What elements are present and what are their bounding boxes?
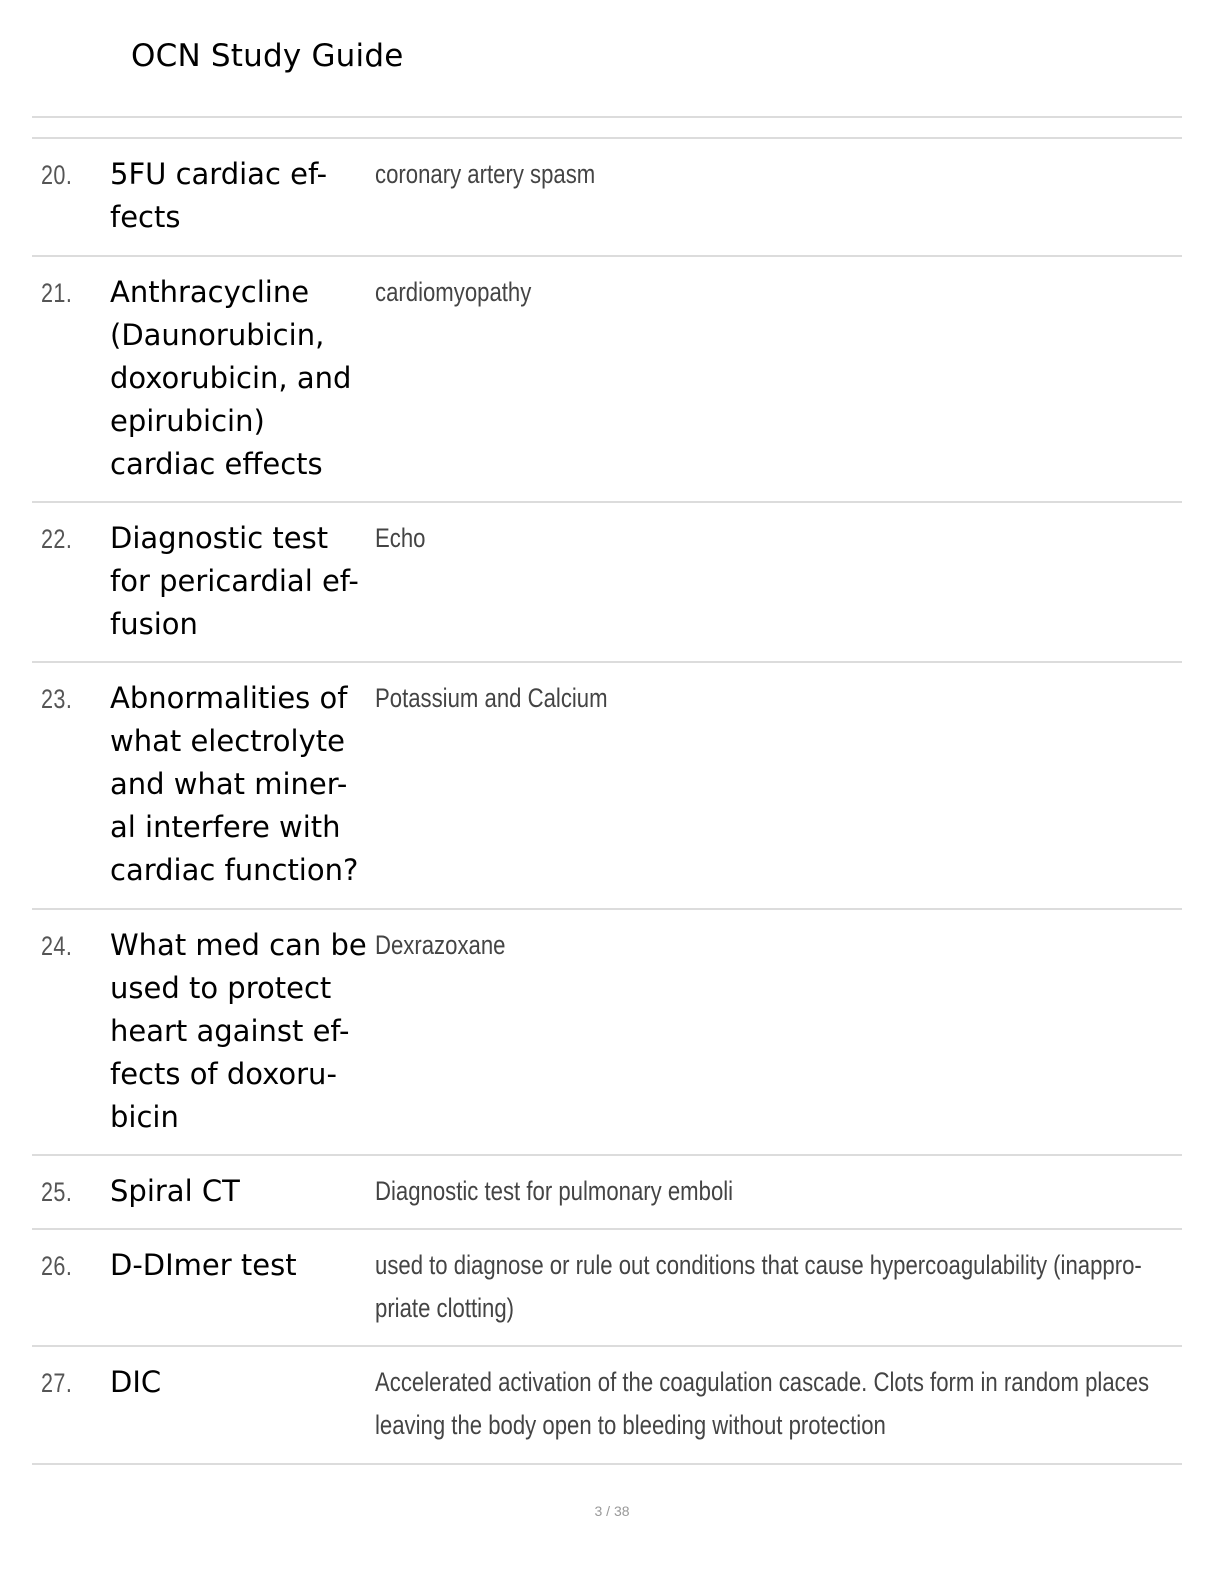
card-number: 23. <box>41 684 73 714</box>
card-number: 26. <box>41 1251 73 1281</box>
card-number: 22. <box>41 524 73 554</box>
flashcard-row <box>32 663 1182 910</box>
header-divider <box>32 116 1182 118</box>
flashcard-row <box>32 1156 1182 1230</box>
card-definition: Diagnostic test for pulmonary emboli <box>375 1176 734 1206</box>
card-term: D-DImer test <box>110 1248 297 1282</box>
page-indicator: 3 / 38 <box>594 1503 630 1519</box>
flashcard-row <box>32 1230 1182 1347</box>
card-definition: Accelerated activation of the coagulation cascade. Clots form in random places leaving the body open to bleeding without protection <box>375 1367 1150 1440</box>
card-term: What med can be used to protect heart against ef- fects of doxoru- bicin <box>110 928 367 1134</box>
card-definition: Echo <box>375 523 426 553</box>
card-definition: Potassium and Calcium <box>375 683 608 713</box>
card-definition: cardiomyopathy <box>375 277 532 307</box>
flashcard-row <box>32 257 1182 503</box>
card-definition: used to diagnose or rule out conditions that cause hypercoagulability (inappro- priate clotting) <box>375 1250 1142 1323</box>
card-number: 21. <box>41 278 73 308</box>
document-title: OCN Study Guide <box>131 38 404 74</box>
card-definition: coronary artery spasm <box>375 159 596 189</box>
flashcard-row <box>32 910 1182 1156</box>
card-number: 27. <box>41 1368 73 1398</box>
card-term: Abnormalities of what electrolyte and what miner- al interfere with cardiac function? <box>110 681 359 887</box>
flashcard-row <box>32 1347 1182 1465</box>
card-term: DIC <box>110 1365 162 1399</box>
card-definition: Dexrazoxane <box>375 930 506 960</box>
flashcard-row <box>32 503 1182 663</box>
card-number: 25. <box>41 1177 73 1207</box>
card-term: Anthracycline (Daunorubicin, doxorubicin, and epirubicin) cardiac effects <box>110 275 352 481</box>
flashcard-row <box>32 139 1182 257</box>
card-term: Diagnostic test for pericardial ef- fusion <box>110 521 359 641</box>
card-number: 20. <box>41 160 73 190</box>
card-term: Spiral CT <box>110 1174 240 1208</box>
card-term: 5FU cardiac ef- fects <box>110 157 328 234</box>
card-number: 24. <box>41 931 73 961</box>
